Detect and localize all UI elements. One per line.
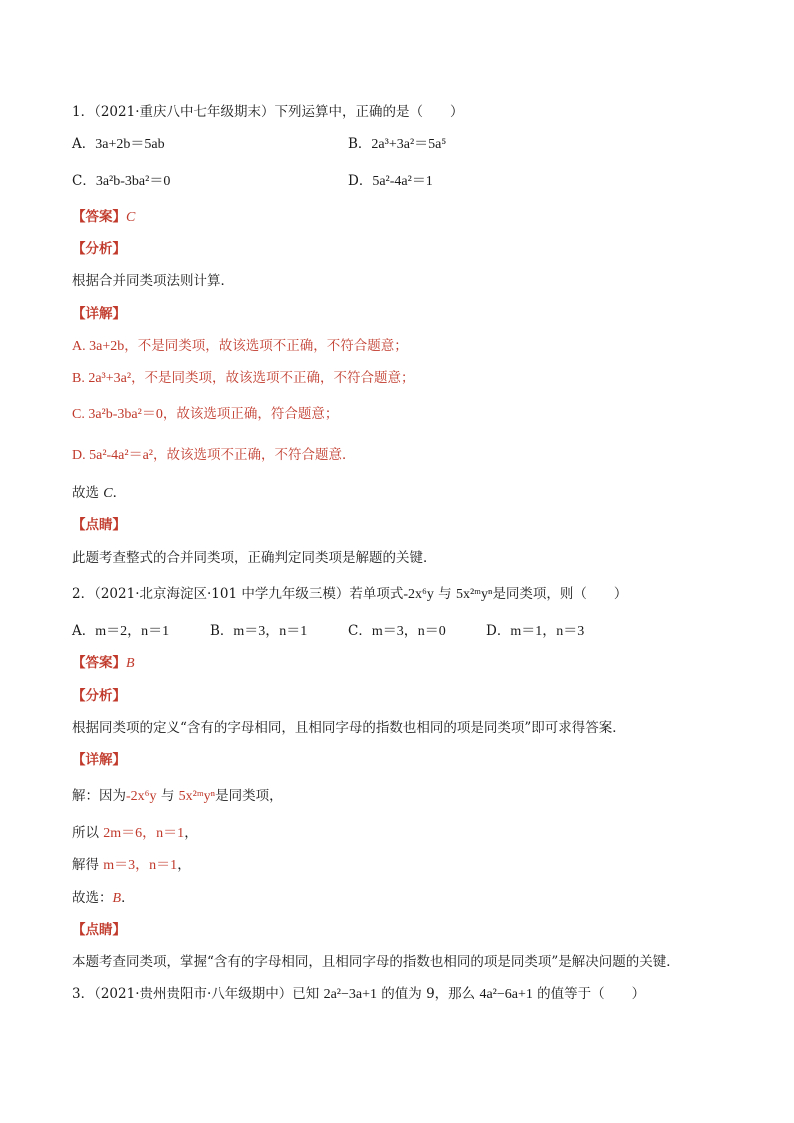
q1-option-a-label: A． [72, 136, 96, 152]
q1-detail-tag: 【详解】 [72, 306, 126, 322]
q1-option-d [348, 172, 433, 191]
q2-answer: 【答案】B [72, 655, 135, 671]
q1-option-d-label: D． [348, 173, 373, 189]
q1-detail-a [72, 337, 408, 356]
q1-detail-c-text: ，故该选项正确，符合题意； [162, 406, 339, 422]
q1-option-a [72, 135, 165, 154]
q1-detail-b-text: ，不是同类项，故该选项不正确，不符合题意； [131, 370, 415, 386]
q1-option-c [72, 172, 170, 191]
q1-answer-value: C [126, 210, 136, 225]
q1-detail-d [72, 446, 356, 465]
q1-answer [72, 208, 135, 227]
q1-detail-a-expr: A. 3a+2b [72, 339, 125, 354]
q1-analysis-tag: 【分析】 [72, 241, 126, 257]
q1-option-c-label: C． [72, 173, 96, 189]
q1-detail-c [72, 405, 338, 424]
q1-comment: 此题考查整式的合并同类项，正确判定同类项是解题的关键． [72, 550, 437, 566]
q1-detail-a-text: ，不是同类项，故该选项不正确，不符合题意； [124, 338, 408, 354]
q1-detail-d-expr: D. 5a²-4a²＝a² [72, 448, 154, 463]
q2-analysis: 根据同类项的定义“含有的字母相同，且相同字母的指数也相同的项是同类项”即可求得答案． [72, 720, 626, 736]
q1-option-b-label: B． [348, 136, 372, 152]
q1-option-b [348, 135, 446, 154]
q1-option-d-expr: 5a²-4a²＝1 [372, 174, 433, 189]
q2-detail-tag: 【详解】 [72, 752, 126, 768]
q2-analysis-tag: 【分析】 [72, 688, 126, 704]
q1-option-c-expr: 3a²b-3ba²＝0 [95, 174, 171, 189]
q2-stem: 2．（2021·北京海淀区·101 中学九年级三模）若单项式-2x⁶y 与 5x²ᵐyⁿ是同类项，则（ ） [72, 586, 628, 602]
q1-detail-b-expr: B. 2a³+3a² [72, 371, 132, 386]
q1-answer-tag: 【答案】 [72, 209, 126, 225]
q2-options [72, 622, 584, 641]
q2-solution-3: 解得 m＝3，n＝1， [72, 857, 191, 873]
q1-detail-d-text: ，故该选项不正确，不符合题意． [153, 447, 356, 463]
q2-option-c: C．m＝3，n＝0 [348, 623, 446, 639]
q2-solution-1: 解：因为-2x⁶y 与 5x²ᵐyⁿ是同类项， [72, 788, 283, 804]
q1-detail-b [72, 369, 415, 388]
q2-option-b: B．m＝3，n＝1 [210, 623, 308, 639]
q2-solution-2: 所以 2m＝6，n＝1， [72, 825, 198, 841]
q1-stem: 1．（2021·重庆八中七年级期末）下列运算中，正确的是（ ） [72, 104, 464, 120]
q2-option-d: D．m＝1，n＝3 [486, 623, 585, 639]
q1-option-a-expr: 3a+2b＝5ab [95, 137, 165, 152]
q2-comment-tag: 【点睛】 [72, 922, 126, 938]
q2-option-a: A．m＝2，n＝1 [72, 623, 170, 639]
q3-stem: 3．（2021·贵州贵阳市·八年级期中）已知 2a²−3a+1 的值为 9，那么 4a²−6a+1 的值等于（ ） [72, 986, 646, 1002]
q2-solution-4: 故选：B． [72, 890, 135, 906]
q1-comment-tag: 【点睛】 [72, 517, 126, 533]
q2-comment: 本题考查同类项，掌握“含有的字母相同，且相同字母的指数也相同的项是同类项”是解决问题的关键． [72, 954, 680, 970]
q2-answer-value: B [126, 656, 135, 671]
q1-conclusion: 故选 C． [72, 485, 127, 501]
q1-analysis: 根据合并同类项法则计算． [72, 273, 234, 289]
q1-detail-c-expr: C. 3a²b-3ba²＝0 [72, 407, 163, 422]
q1-option-b-expr: 2a³+3a²＝5a⁵ [371, 137, 447, 152]
